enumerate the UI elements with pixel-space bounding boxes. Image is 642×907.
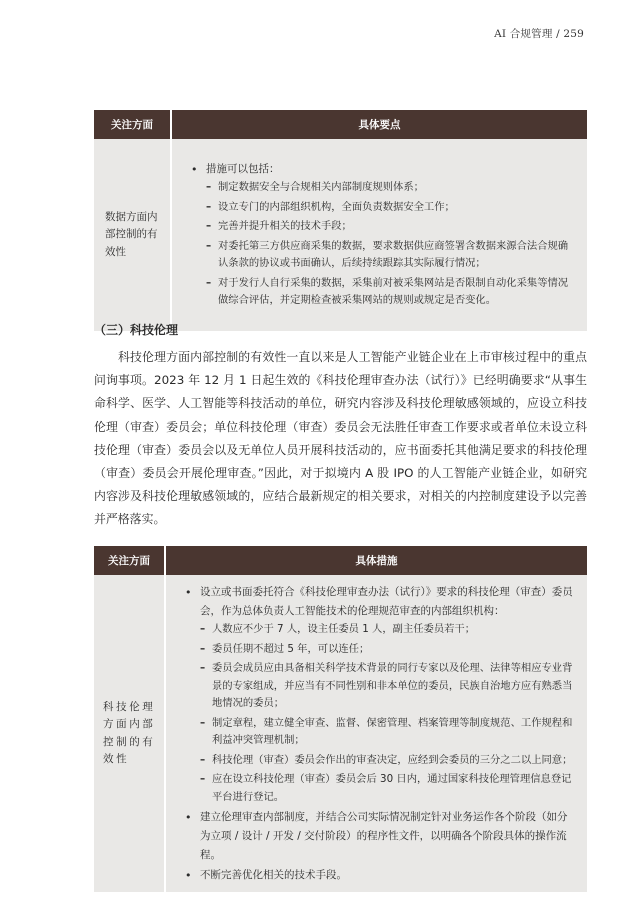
sub-list-item-text: 科技伦理（审查）委员会作出的审查决定，应经到会委员的三分之二以上同意； [212,753,573,766]
table1-header-points: 具体要点 [171,110,587,139]
list-item-text: 措施可以包括： [206,163,280,176]
table2-aspect-cell: 科技伦理方面内部控制的有效性 [94,575,165,892]
sub-list-item [206,238,577,273]
bullet-icon: • [191,163,198,177]
running-header: AI 合规管理 / 259 [494,28,584,40]
sub-list-item [200,621,577,639]
dash-icon: – [206,276,212,289]
sub-list-item-text: 对于发行人自行采集的数据，采集前对被采集网站是否限制自动化采集等情况做综合评估，并定期检查被采集网站的规则或规定是否变化。 [218,276,569,307]
dash-icon: – [206,200,212,213]
sub-list-item [200,752,577,770]
sub-list-item [200,660,577,713]
data-control-table [94,110,587,331]
dash-icon: – [206,181,212,194]
list-item [178,866,577,885]
sub-list-item [206,275,577,310]
dash-icon: – [200,662,206,674]
list-item [184,160,577,310]
sub-list-item-text: 对委托第三方供应商采集的数据，要求数据供应商签署含数据来源合法合规确认条款的协议或书面确认，后续持续跟踪其实际履行情况； [218,239,569,270]
body-paragraph: 科技伦理方面内部控制的有效性一直以来是人工智能产业链企业在上市审核过程中的重点问询事项。2023 年 12 月 1 日起生效的《科技伦理审查办法（试行）》已经明确要求“从事生命科学、医学、人工智能等科技活动的单位，研究内容涉及科技伦理敏感领域的，应设立科技伦理（审查）委员会；单位科技伦理（审查）委员会无法胜任审查工作要求或者单位未设立科技伦理（审查）委员会以及无单位人员开展科技活动的，应书面委托其他满足要求的科技伦理（审查）委员会开展伦理审查。”因此，对于拟境内 A 股 IPO 的人工智能产业链企业，如研究内容涉及科技伦理敏感领域的，应结合最新规定的相关要求，对相关的内控制度建设予以完善并严格落实。 [94,350,587,527]
bullet-icon: • [185,869,192,882]
sub-list-item-text: 完善并提升相关的技术手段； [218,220,352,233]
sub-list-item-text: 设立专门的内部组织机构，全面负责数据安全工作； [218,200,455,213]
list-item [178,808,577,865]
list-item [178,583,577,806]
ethics-control-table [94,546,587,892]
table2-details-cell [165,575,587,892]
sub-list [200,621,577,806]
dash-icon: – [200,642,206,655]
sub-list-item [206,179,577,197]
sub-list-item-text: 委员任期不超过 5 年，可以连任； [212,642,370,655]
table2-header-aspect: 关注方面 [94,546,165,575]
sub-list-item [200,641,577,659]
bullet-icon: • [185,811,192,824]
sub-list-item-text: 制定章程，建立健全审查、监督、保密管理、档案管理等制度规范、工作规程和利益冲突管理机制； [212,716,573,746]
dash-icon: – [200,773,206,785]
table1-list [184,160,577,310]
dash-icon: – [200,716,206,729]
list-item-text: 不断完善优化相关的技术手段。 [200,869,347,881]
section-heading: （三）科技伦理 [94,323,179,337]
list-item-text: 设立或书面委托符合《科技伦理审查办法（试行）》要求的科技伦理（审查）委员会，作为总体负责人工智能技术的伦理规范审查的内部组织机构： [200,586,573,617]
dash-icon: – [206,220,212,233]
table1-details-cell [171,139,587,331]
dash-icon: – [200,623,206,635]
sub-list [206,179,577,310]
sub-list-item-text: 委员会成员应由具备相关科学技术背景的同行专家以及伦理、法律等相应专业背景的专家组成，并应当有不同性别和非本单位的委员，民族自治地方应有熟悉当地情况的委员； [212,662,573,709]
list-item-text: 建立伦理审查内部制度，并结合公司实际情况制定针对业务运作各个阶段（如分为立项 / 设计 / 开发 / 交付阶段）的程序性文件，以明确各个阶段具体的操作流程。 [200,811,568,861]
sub-list-item [206,218,577,236]
table2-list [178,583,577,885]
sub-list-item [206,199,577,217]
bullet-icon: • [185,586,192,599]
table2-header-measures: 具体措施 [165,546,587,575]
sub-list-item-text: 人数应不少于 7 人，设主任委员 1 人，副主任委员若干； [212,623,476,635]
dash-icon: – [206,239,212,252]
dash-icon: – [200,753,206,766]
sub-list-item-text: 应在设立科技伦理（审查）委员会后 30 日内，通过国家科技伦理管理信息登记平台进行登记。 [212,773,572,803]
sub-list-item [200,771,577,806]
sub-list-item-text: 制定数据安全与合规相关内部制度规则体系； [218,181,424,194]
table1-aspect-cell: 数据方面内部控制的有效性 [94,139,171,331]
sub-list-item [200,715,577,750]
table1-header-aspect: 关注方面 [94,110,171,139]
